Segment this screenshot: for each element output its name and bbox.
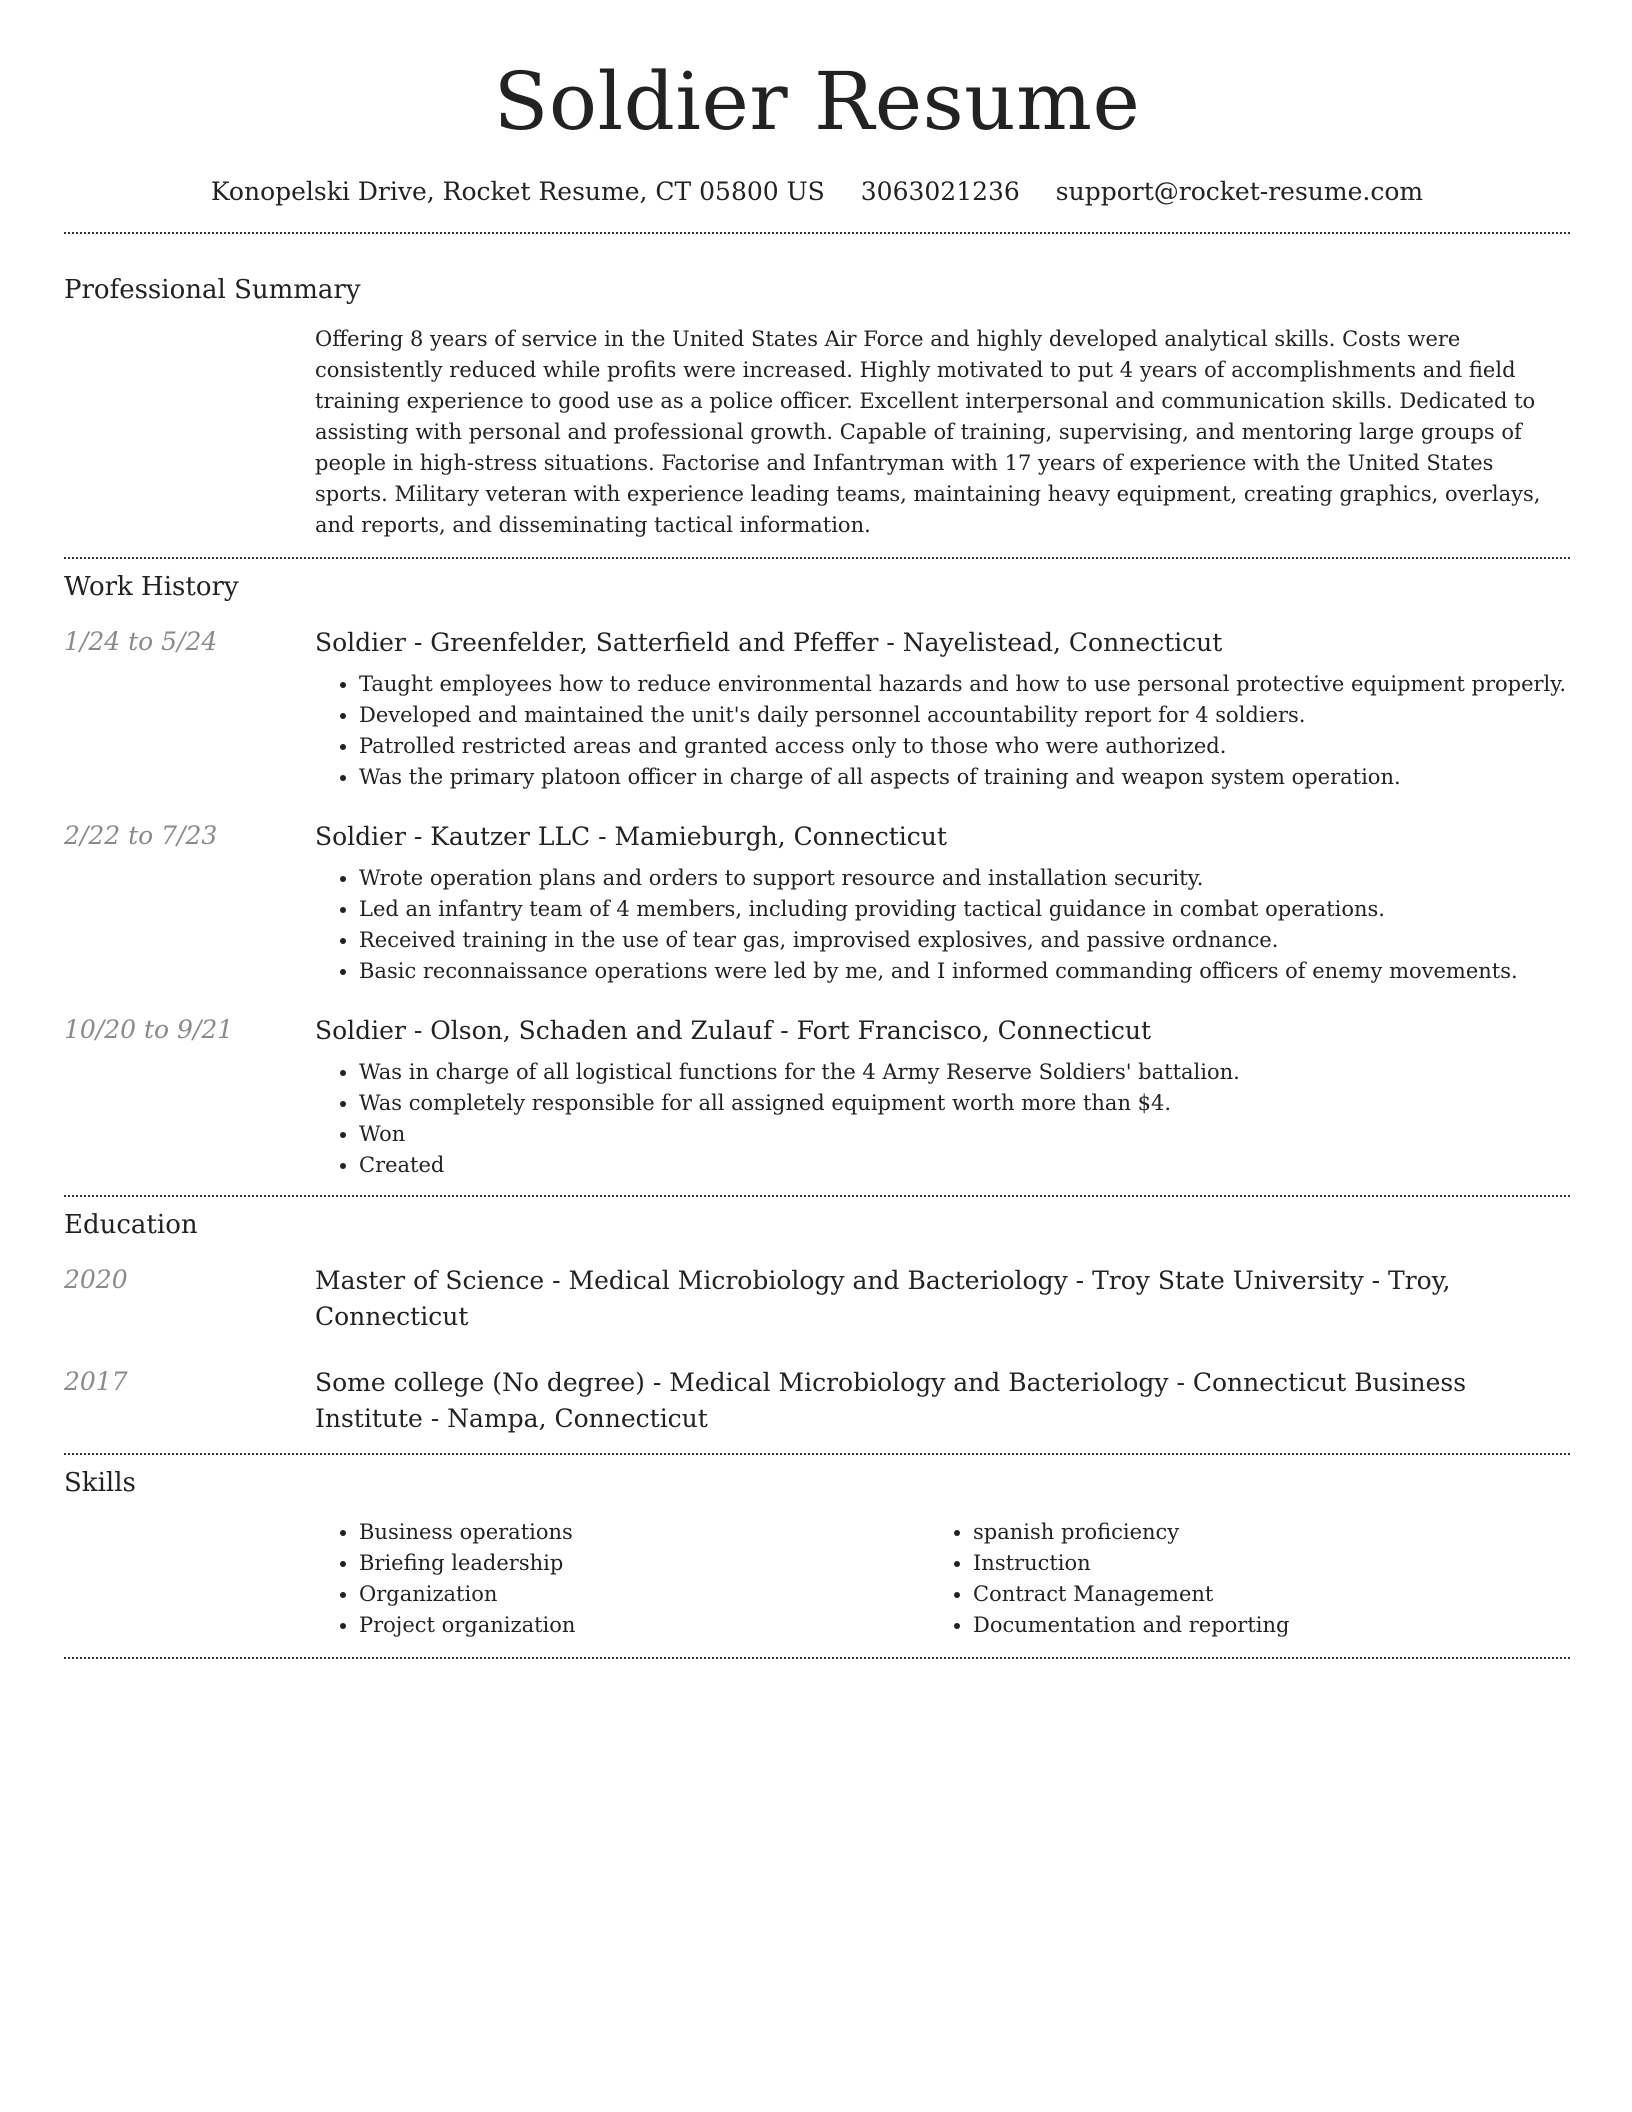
job-entry [64, 625, 1570, 793]
skills-list-left [315, 1517, 929, 1641]
job-bullets [315, 669, 1570, 793]
education-heading: Education [64, 1210, 198, 1240]
list-item: • Organization [359, 1579, 929, 1610]
list-item: • Was completely responsible for all assigned equipment worth more than $4. [359, 1088, 1570, 1119]
list-item: • Project organization [359, 1610, 929, 1641]
divider [64, 557, 1570, 559]
email-text: support@rocket-resume.com [1055, 177, 1424, 206]
school-text: - Troy State University - Troy, Connecticut [315, 1266, 1451, 1331]
education-title [315, 1263, 1570, 1335]
job-title: Soldier - Olson, Schaden and Zulauf - Fort Francisco, Connecticut [315, 1016, 1152, 1045]
resume-page [64, 0, 1570, 1659]
list-item: • Wrote operation plans and orders to support resource and installation security. [359, 863, 1570, 894]
job-title: Soldier - Kautzer LLC - Mamieburgh, Connecticut [315, 822, 947, 851]
job-entry [64, 1013, 1570, 1181]
school-text: - Connecticut Business Institute - Nampa, Connecticut [315, 1368, 1467, 1433]
job-bullets [315, 863, 1570, 987]
list-item: • Received training in the use of tear gas, improvised explosives, and passive ordnance. [359, 925, 1570, 956]
list-item: • Created [359, 1150, 1570, 1181]
list-item: • Briefing leadership [359, 1548, 929, 1579]
education-title [315, 1365, 1570, 1437]
skills-columns [315, 1517, 1570, 1641]
list-item: • Basic reconnaissance operations were led by me, and I informed commanding officers of enemy movements. [359, 956, 1570, 987]
education-entry [64, 1263, 1570, 1335]
list-item: • Developed and maintained the unit's daily personnel accountability report for 4 soldiers. [359, 700, 1570, 731]
list-item: • spanish proficiency [973, 1517, 1543, 1548]
divider [64, 1195, 1570, 1197]
education-entry [64, 1365, 1570, 1437]
degree-text: Master of Science - Medical Microbiology and Bacteriology [315, 1266, 1068, 1295]
list-item: • Business operations [359, 1517, 929, 1548]
contact-line [64, 174, 1570, 210]
summary-heading: Professional Summary [64, 275, 361, 305]
list-item: • Instruction [973, 1548, 1543, 1579]
address-text: Konopelski Drive, Rocket Resume, CT 05800 US [210, 177, 825, 206]
job-body [315, 1013, 1570, 1181]
job-entry [64, 819, 1570, 987]
education-section [64, 1207, 1570, 1437]
phone-text: 3063021236 [860, 177, 1020, 206]
job-dates: 1/24 to 5/24 [64, 627, 218, 656]
summary-text: Offering 8 years of service in the United States Air Force and highly developed analytical skills. Costs were consistently reduced while profits were increased. Highly motivated to put 4 years of accomplishments and field training experience to good use as a police officer. Excellent interpersonal and communication skills. Dedicated to assisting with personal and professional growth. Capable of training, supervising, and mentoring large groups of people in high-stress situations. Factorise and Infantryman with 17 years of experience with the United States sports. Military veteran with experience leading teams, maintaining heavy equipment, creating graphics, overlays, and reports, and disseminating tactical information. [315, 327, 1541, 537]
divider [64, 232, 1570, 234]
summary-section [64, 272, 1570, 541]
skills-list-right [929, 1517, 1543, 1641]
job-dates: 2/22 to 7/23 [64, 821, 218, 850]
education-year: 2020 [64, 1265, 128, 1294]
list-item: • Taught employees how to reduce environmental hazards and how to use personal protective equipment properly. [359, 669, 1570, 700]
list-item: • Contract Management [973, 1579, 1543, 1610]
job-bullets [315, 1057, 1570, 1181]
list-item: • Was the primary platoon officer in charge of all aspects of training and weapon system operation. [359, 762, 1570, 793]
list-item: • Led an infantry team of 4 members, including providing tactical guidance in combat operations. [359, 894, 1570, 925]
divider [64, 1453, 1570, 1455]
degree-text: Some college (No degree) - Medical Microbiology and Bacteriology [315, 1368, 1169, 1397]
skills-heading: Skills [64, 1468, 136, 1498]
work-history-section [64, 569, 1570, 1181]
list-item: • Was in charge of all logistical functions for the 4 Army Reserve Soldiers' battalion. [359, 1057, 1570, 1088]
list-item: • Documentation and reporting [973, 1610, 1543, 1641]
list-item: • Won [359, 1119, 1570, 1150]
resume-title: Soldier Resume [493, 55, 1141, 148]
work-history-heading: Work History [64, 572, 239, 602]
job-dates: 10/20 to 9/21 [64, 1015, 234, 1044]
divider [64, 1657, 1570, 1659]
education-year: 2017 [64, 1367, 128, 1396]
job-body [315, 819, 1570, 987]
job-title: Soldier - Greenfelder, Satterfield and Pfeffer - Nayelistead, Connecticut [315, 628, 1223, 657]
skills-section [64, 1465, 1570, 1641]
job-body [315, 625, 1570, 793]
list-item: • Patrolled restricted areas and granted access only to those who were authorized. [359, 731, 1570, 762]
